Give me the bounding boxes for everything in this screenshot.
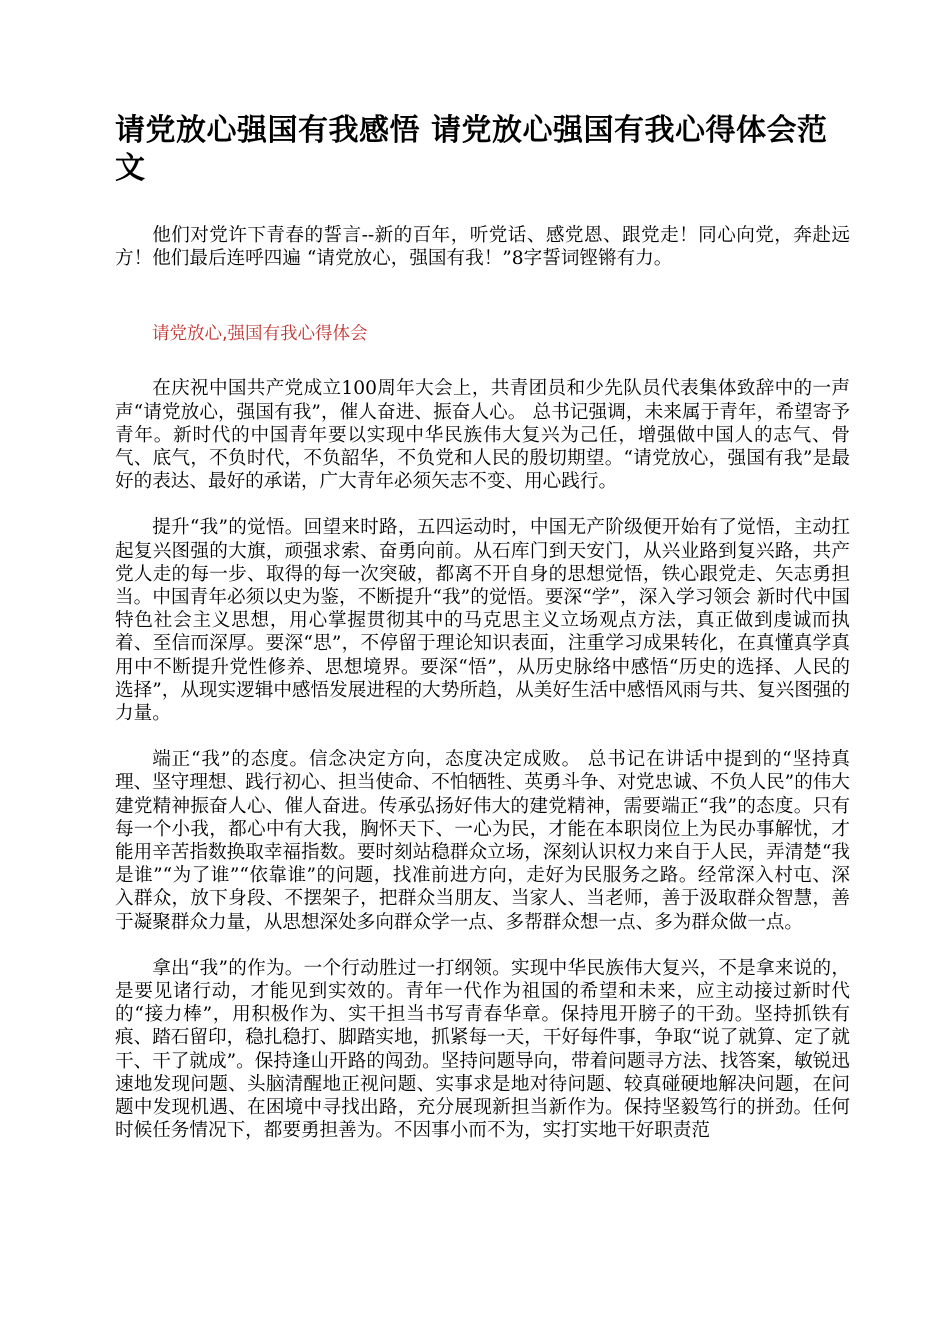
section-heading: 请党放心,强国有我心得体会	[152, 324, 368, 345]
document-page	[115, 112, 850, 1166]
intro-paragraph: 他们对党许下青春的誓言--新的百年，听党话、感党恩、跟党走！同心向党，奔赴远方！他们最后连呼四遍 “请党放心，强国有我！”8字誓词铿锵有力。	[115, 225, 850, 270]
body-paragraph: 提升“我”的觉悟。回望来时路，五四运动时，中国无产阶级便开始有了觉悟，主动扛起复兴图强的大旗，顽强求索、奋勇向前。从石库门到天安门，从兴业路到复兴路，共产党人走的每一步、取得的每一次突破，都离不开自身的思想觉悟，铁心跟党走、矢志勇担当。中国青年必须以史为鉴，不断提升“我”的觉悟。要深“学”，深入学习领会 新时代中国特色社会主义思想，用心掌握贯彻其中的马克思主义立场观点方法，真正做到虔诚而执着、至信而深厚。要深“思”，不停留于理论知识表面，注重学习成果转化，在真懂真学真用中不断提升党性修养、思想境界。要深“悟”，从历史脉络中感悟“历史的选择、人民的选择”，从现实逻辑中感悟发展进程的大势所趋，从美好生活中感悟风雨与共、复兴图强的力量。	[115, 517, 850, 725]
document-title: 请党放心强国有我感悟 请党放心强国有我心得体会范文	[115, 113, 828, 186]
body-paragraph: 端正“我”的态度。信念决定方向，态度决定成败。 总书记在讲话中提到的“坚持真理、坚守理想、践行初心、担当使命、不怕牺牲、英勇斗争、对党忠诚、不负人民”的伟大建党精神振奋人心、催人奋进。传承弘扬好伟大的建党精神，需要端正“我”的态度。只有每一个小我，都心中有大我，胸怀天下、一心为民，才能在本职岗位上为民办事解忧，才能用辛苦指数换取幸福指数。要时刻站稳群众立场，深刻认识权力来自于人民，弄清楚“我是谁”“为了谁”“依靠谁”的问题，找准前进方向，走好为民服务之路。经常深入村屯、深入群众，放下身段、不摆架子，把群众当朋友、当家人、当老师，善于汲取群众智慧，善于凝聚群众力量，从思想深处多向群众学一点、多帮群众想一点、多为群众做一点。	[115, 749, 850, 933]
body-paragraph: 在庆祝中国共产党成立100周年大会上，共青团员和少先队员代表集体致辞中的一声声“请党放心，强国有我”，催人奋进、振奋人心。 总书记强调，未来属于青年，希望寄予青年。新时代的中国青年要以实现中华民族伟大复兴为己任，增强做中国人的志气、骨气、底气，不负时代，不负韶华，不负党和人民的殷切期望。“请党放心，强国有我”是最好的表达、最好的承诺，广大青年必须矢志不变、用心践行。	[115, 378, 850, 493]
body-paragraph: 拿出“我”的作为。一个行动胜过一打纲领。实现中华民族伟大复兴，不是拿来说的，是要见诸行动，才能见到实效的。青年一代作为祖国的希望和未来，应主动接过新时代的“接力棒”，用积极作为、实干担当书写青春华章。保持甩开膀子的干劲。坚持抓铁有痕、踏石留印，稳扎稳打、脚踏实地，抓紧每一天，干好每件事，争取“说了就算、定了就干、干了就成”。保持逢山开路的闯劲。坚持问题导向，带着问题寻方法、找答案，敏锐迅速地发现问题、头脑清醒地正视问题、实事求是地对待问题、较真碰硬地解决问题，在问题中发现机遇、在困境中寻找出路，充分展现新担当新作为。保持坚毅笃行的拼劲。任何时候任务情况下，都要勇担善为。不因事小而不为，实打实地干好职责范	[115, 957, 850, 1142]
